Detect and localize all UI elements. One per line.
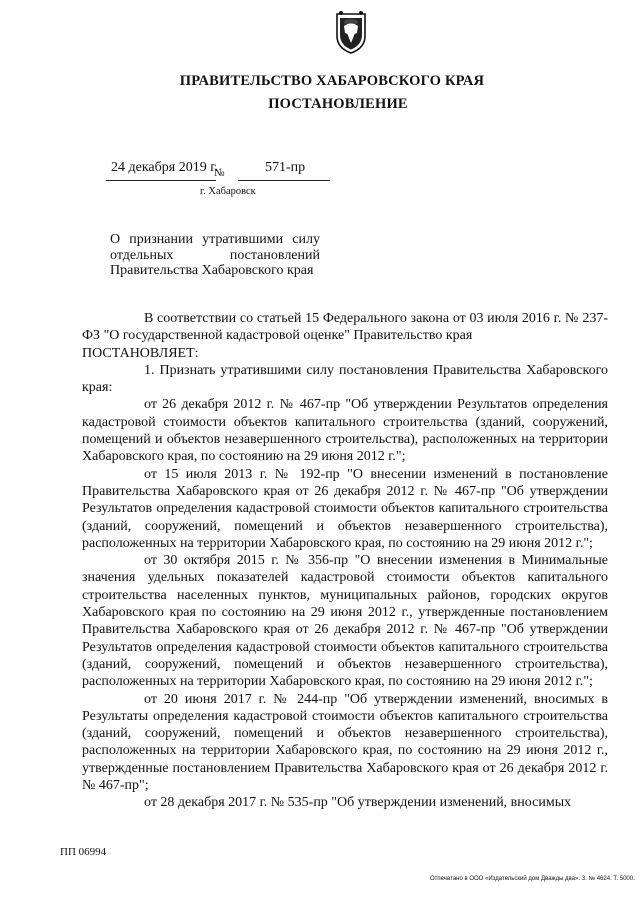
body-paragraph: от 28 декабря 2017 г. № 535-пр "Об утверждении изменений, вносимых — [144, 795, 572, 811]
body-paragraph: от 20 июня 2017 г. № 244-пр "Об утверждении изменений, вносимых в Результаты определения кадастровой стоимости объектов капитального строительства (зданий, сооружений, помещений и объектов незавершенного строительства), расположенных на территории Хабаровского края, по состоянию на 29 июня 2012 г., утвержденные постановлением Правительства Хабаровского края от 26 декабря 2012 г. № 467-пр"; — [82, 691, 608, 794]
number-underline — [238, 180, 330, 181]
government-title: ПРАВИТЕЛЬСТВО ХАБАРОВСКОГО КРАЯ — [179, 73, 485, 89]
printer-imprint: Отпечатано в ООО «Издательский дом Дважды два». З. № 4624. Т. 5000. — [430, 876, 635, 882]
body-paragraph: от 26 декабря 2012 г. № 467-пр "Об утверждении Результатов определения кадастровой стоимости объектов капитального строительства (зданий, сооружений, помещений и объектов незавершенного строительства), расположенных на территории Хабаровского края, по состоянию на 29 июня 2012 г."; — [82, 397, 608, 465]
number-sign: № — [214, 167, 225, 179]
document-subject: О признании утратившими силу отдельных постановлений Правительства Хабаровского края — [110, 232, 320, 278]
document-body — [82, 310, 608, 812]
body-paragraph: В соответствии со статьей 15 Федерального закона от 03 июля 2016 г. № 237-ФЗ "О государственной кадастровой оценке" Правительство края — [82, 311, 608, 344]
body-paragraph: от 30 октября 2015 г. № 356-пр "О внесении изменения в Минимальные значения удельных показателей кадастровой стоимости объектов капитального строительства населенных пунктов, муниципальных районов, городских округов Хабаровского края по состоянию на 29 июня 2012 г., утвержденные постановлением Правительства Хабаровского края от 26 декабря 2012 г. № 467-пр "Об утверждении Результатов определения кадастровой стоимости объектов капитального строительства (зданий, сооружений, помещений и объектов незавершенного строительства), расположенных на территории Хабаровского края, по состоянию на 29 июня 2012 г."; — [82, 553, 608, 690]
document-date: 24 декабря 2019 г. — [111, 160, 218, 175]
document-code: ПП 06994 — [60, 846, 107, 858]
document-type: ПОСТАНОВЛЕНИЕ — [268, 96, 408, 112]
body-paragraph: от 15 июля 2013 г. № 192-пр "О внесении изменений в постановление Правительства Хабаровского края от 26 декабря 2012 г. № 467-пр "Об утверждении Результатов определения кадастровой стоимости объектов капитального строительства (зданий, сооружений, помещений и объектов незавершенного строительства), расположенных на территории Хабаровского края, по состоянию на 29 июня 2012 г."; — [82, 466, 608, 551]
body-paragraph: 1. Признать утратившими силу постановления Правительства Хабаровского края: — [82, 362, 608, 396]
date-underline — [106, 180, 216, 181]
coat-of-arms-icon — [334, 10, 368, 54]
city: г. Хабаровск — [200, 186, 256, 197]
resolution-keyword: ПОСТАНОВЛЯЕТ: — [82, 345, 199, 361]
document-number: 571-пр — [265, 160, 306, 175]
